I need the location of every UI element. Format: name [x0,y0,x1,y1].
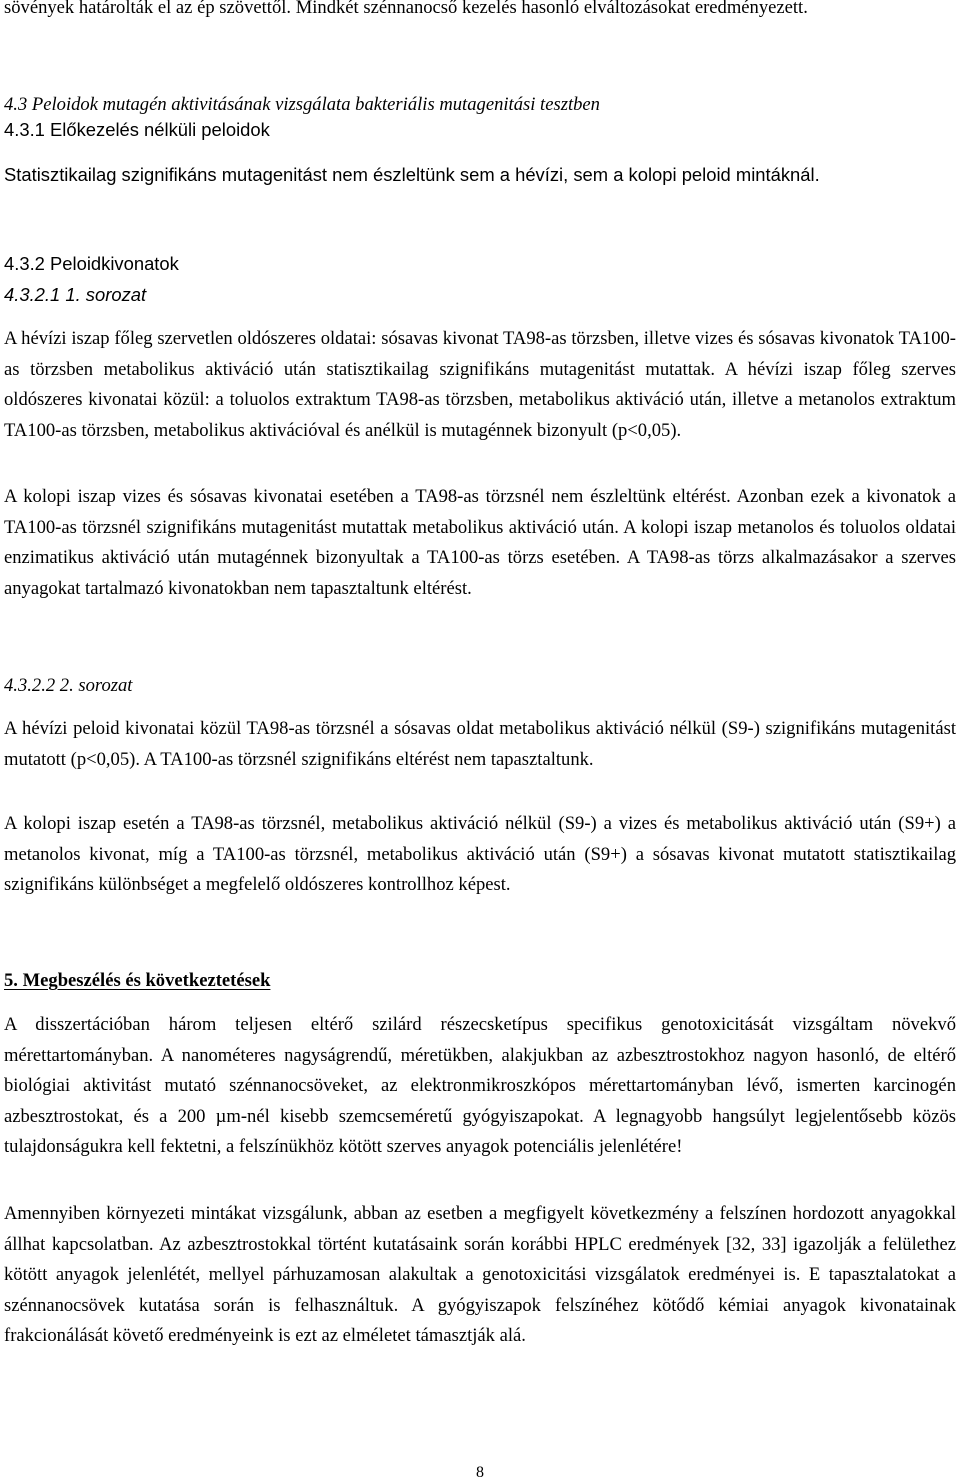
section-heading-4-3-1: 4.3.1 Előkezelés nélküli peloidok [4,119,270,140]
paragraph-discussion-2: Amennyiben környezeti mintákat vizsgálunk, abban az esetben a megfigyelt következmény a felszínen hordozott anyagokkal állhat kapcsolatban. Az azbesztrostokkal történt kutatásaink során korábbi HPLC eredmények [32, 33] igazolják a felülethez kötött anyagok jelenlétét, mellyel párhuzamosan alakultak a genotoxicitási vizsgálatok eredményei is. E tapasztalatokat a szénnanocsövek kutatása során is felhasználtuk. A gyógyiszapok felszínéhez kötődő kémiai anyagok kivonatainak frakcionálását követő eredményeink is ezt az elméletet támasztják alá. [4,1203,956,1346]
paragraph-discussion-1: A disszertációban három teljesen eltérő szilárd részecsketípus specifikus genotoxicitását vizsgáltam növekvő mérettartományban. A nanométeres nagyságrendű, méretükben, alakjukban az azbesztrostokhoz nagyon hasonló, de eltérő biológiai aktivitást mutató szénnanocsöveket, az elektronmikroszkópos mérettartományban lévő, ismerten karcinogén azbesztrostokat, és a 200 µm-nél kisebb szemcseméretű gyógyiszapokat. A legnagyobb hangsúlyt legjelentősebb közös tulajdonságukra kell fektetni, a felszínükhöz kötött szerves anyagok potenciális jelenlétére! [4,1014,956,1157]
paragraph-series1-kolopi: A kolopi iszap vizes és sósavas kivonatai esetében a TA98-as törzsnél nem észleltünk eltérést. Azonban ezek a kivonatok a TA100-as törzsnél szignifikáns mutagenitást mutattak metabolikus aktiváció után. A kolopi iszap metanolos és toluolos oldatai enzimatikus aktiváció után mutagénnek bizonyultak a TA100-as törzs esetében. A TA98-as törzs alkalmazásakor a szerves anyagokat tartalmazó kivonatokban nem tapasztaltunk eltérést. [4,486,956,599]
section-heading-4-3-2: 4.3.2 Peloidkivonatok [4,253,179,274]
section-heading-5-text: 5. Megbeszélés és következtetések [4,970,271,991]
page-number: 8 [476,1464,484,1481]
section-heading-4-3-2-2: 4.3.2.2 2. sorozat [4,675,133,696]
paragraph-4-3-1: Statisztikailag szignifikáns mutagenitást nem észleltünk sem a hévízi, sem a kolopi peloid mintáknál. [4,164,820,185]
section-heading-4-3: 4.3 Peloidok mutagén aktivitásának vizsgálata bakteriális mutagenitási tesztben [4,94,600,115]
top-paragraph: sövények határolták el az ép szövettől. Mindkét szénnanocső kezelés hasonló elváltozásokat eredményezett. [4,0,808,18]
section-heading-4-3-2-1: 4.3.2.1 1. sorozat [4,284,147,305]
paragraph-series2-kolopi: A kolopi iszap esetén a TA98-as törzsnél, metabolikus aktiváció nélkül (S9-) a vizes és metabolikus aktiváció után (S9+) a metanolos kivonat, míg a TA100-as törzsnél, metabolikus aktiváció után (S9+) a sósavas kivonat mutatott statisztikailag szignifikáns különbséget a megfelelő oldószeres kontrollhoz képest. [4,813,956,895]
paragraph-series2-hevizi: A hévízi peloid kivonatai közül TA98-as törzsnél a sósavas oldat metabolikus aktiváció nélkül (S9-) szignifikáns mutagenitást mutatott (p<0,05). A TA100-as törzsnél szignifikáns eltérést nem tapasztaltunk. [4,718,956,770]
section-heading-5 [4,966,956,997]
paragraph-series1-hevizi: A hévízi iszap főleg szervetlen oldószeres oldatai: sósavas kivonat TA98-as törzsben, illetve vizes és sósavas kivonatok TA100-as törzsben metabolikus aktiváció után statisztikailag szignifikáns mutagenitást mutattak. A hévízi iszap főleg szerves oldószeres kivonatai közül: a toluolos extraktum TA98-as törzsben, metabolikus aktiváció után, illetve a metanolos extraktum TA100-as törzsben, metabolikus aktivációval és anélkül is mutagénnek bizonyult (p<0,05). [4,328,956,441]
